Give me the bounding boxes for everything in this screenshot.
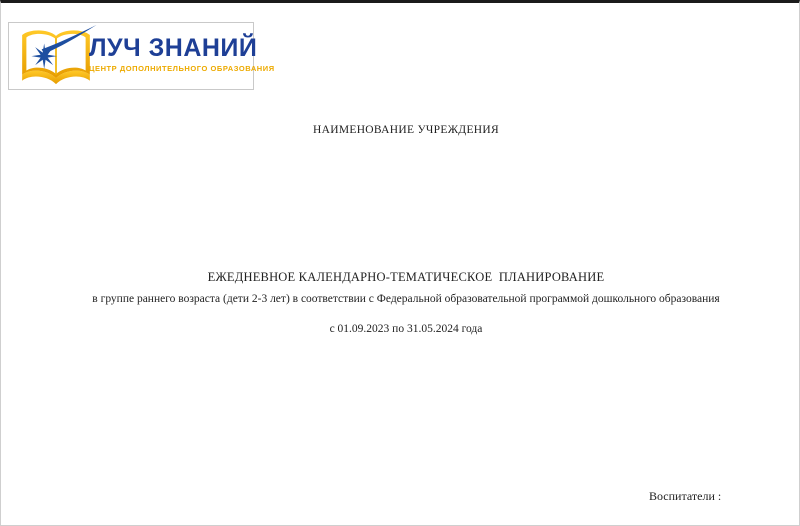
- document-subtitle: в группе раннего возраста (дети 2-3 лет) в соответствии с Федеральной образовательной программой дошкольного образования: [92, 293, 720, 305]
- institution-name-label: НАИМЕНОВАНИЕ УЧРЕЖДЕНИЯ: [313, 124, 499, 136]
- document-period: с 01.09.2023 по 31.05.2024 года: [329, 323, 483, 335]
- document-title: ЕЖЕДНЕВНОЕ КАЛЕНДАРНО-ТЕМАТИЧЕСКОЕ ПЛАНИРОВАНИЕ: [207, 270, 605, 284]
- logo-text: [89, 34, 275, 73]
- educators-label: Воспитатели :: [649, 489, 722, 503]
- open-book-with-star-icon: [13, 24, 99, 90]
- logo-name: ЛУЧ ЗНАНИЙ: [89, 34, 258, 62]
- logo-tagline: ЦЕНТР ДОПОЛНИТЕЛЬНОГО ОБРАЗОВАНИЯ: [89, 64, 275, 73]
- logo: [8, 22, 275, 90]
